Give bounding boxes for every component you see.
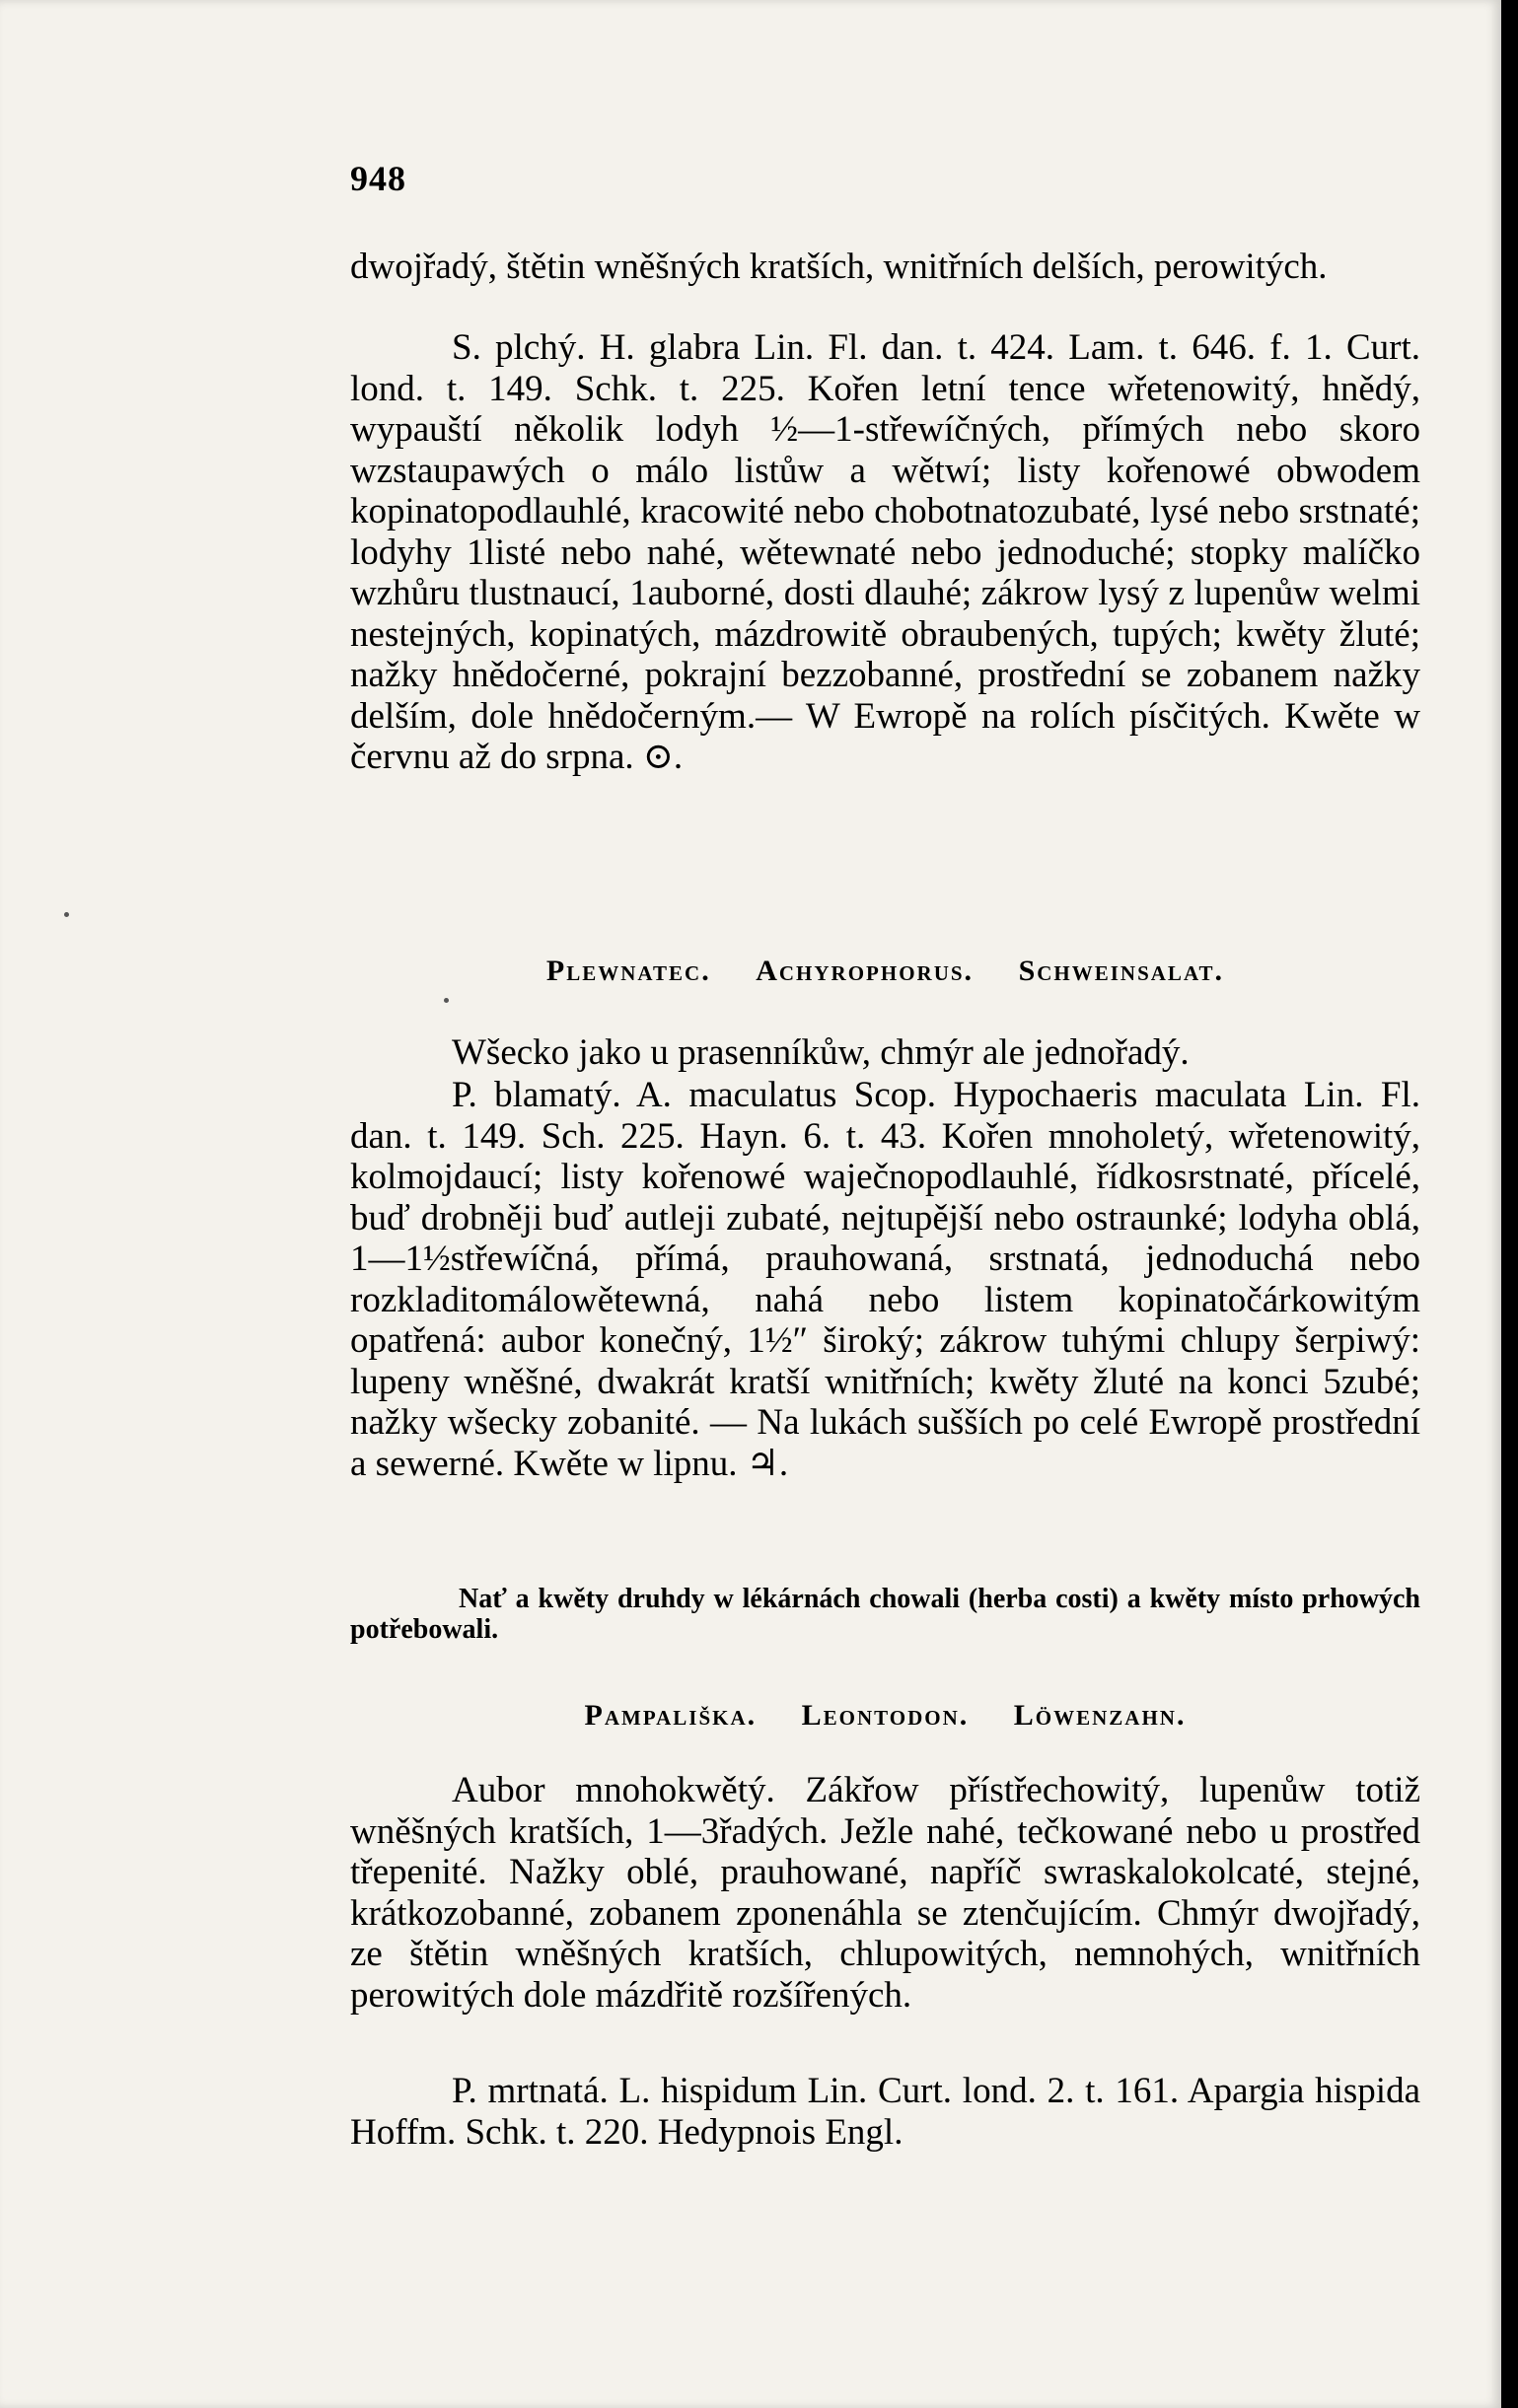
genus-latin-name: Achyrophorus. [756, 955, 975, 987]
print-speck [444, 998, 449, 1003]
genus-latin-name: Leontodon. [801, 1699, 970, 1732]
genus-heading-plewnatec [350, 955, 1420, 988]
print-speck [64, 912, 69, 917]
paragraph-species-mrtnata: P. mrtnatá. L. hispidum Lin. Curt. lond. 2. t. 161. Apargia hispida Hoffm. Schk. t. 220. Hedypnois Engl. [350, 2071, 1420, 2153]
paragraph-continuation: dwojřadý, štětin wněšných kratších, wnitřních delších, perowitých. [350, 247, 1328, 287]
genus-description-pampaliska: Aubor mnohokwětý. Zákřow přístřechowitý, lupenůw totiž wněšných kratších, 1—3řadých. Ježle nahé, tečkowané nebo u prostřed třepenité. Nažky oblé, prauhowané, napříč swraskalokolcaté, stejné, krátkozobanné, zobanem zponenáhla se ztenčujícím. Chmýr dwojřadý, ze štětin wněšných kratších, chlupowitých, nemnohých, wnitřních perowitých dole mázdřitě rozšířených. [350, 1770, 1420, 2016]
genus-czech-name: Plewnatec. [545, 955, 711, 987]
genus-german-name: Löwenzahn. [1013, 1699, 1187, 1732]
page-number: 948 [350, 159, 406, 198]
genus-description-plewnatec: Wšecko jako u prasenníkůw, chmýr ale jednořadý. [452, 1032, 1190, 1073]
genus-czech-name: Pampališka. [584, 1699, 758, 1732]
paragraph-species-plchy: S. plchý. H. glabra Lin. Fl. dan. t. 424. Lam. t. 646. f. 1. Curt. lond. t. 149. Schk. t. 225. Kořen letní tence wřetenowitý, hnědý, wypauští několik lodyh ½—1-střewíčných, přímých nebo skoro wzstaupawých o málo listůw a wětwí; listy kořenowé obwodem kopinatopodlauhlé, kracowité nebo chobotnatozubaté, lysé nebo srstnaté; lodyhy 1listé nebo nahé, wětewnaté nebo jednoduché; stopky malíčko wzhůru tlustnaucí, 1auborné, dosti dlauhé; zákrow lysý z lupenůw welmi nestejných, kopinatých, mázdrowitě obraubených, tupých; kwěty žluté; nažky hnědočerné, pokrajní bezzobanné, prostřední se zobanem nažky delším, dole hnědočerným.— W Ewropě na rolích písčitých. Kwěte w červnu až do srpna. ⊙. [350, 327, 1420, 777]
genus-heading-pampaliska [350, 1699, 1420, 1733]
usage-note: Nať a kwěty druhdy w lékárnách chowali (herba costi) a kwěty místo prhowých potřebowali. [350, 1584, 1420, 1645]
paragraph-species-blamaty: P. blamatý. A. maculatus Scop. Hypochaeris maculata Lin. Fl. dan. t. 149. Sch. 225. Hayn. 6. t. 43. Kořen mnoholetý, wřetenowitý, kolmojdaucí; listy kořenowé waječnopodlauhlé, řídkosrstnaté, přícelé, buď drobněji buď autleji zubaté, nejtupější nebo ostraunké; lodyha oblá, 1—1½střewíčná, přímá, prauhowaná, srstnatá, jednoduchá nebo rozkladitomálowětewná, nahá nebo listem kopinatočárkowitým opatřená: aubor konečný, 1½″ široký; zákrow tuhými chlupy šerpiwý: lupeny wněšné, dwakrát kratší wnitřních; kwěty žluté na konci 5zubé; nažky wšecky zobanité. — Na lukách sušších po celé Ewropě prostřední a sewerné. Kwěte w lipnu. ♃. [350, 1075, 1420, 1484]
genus-german-name: Schweinsalat. [1018, 955, 1225, 987]
